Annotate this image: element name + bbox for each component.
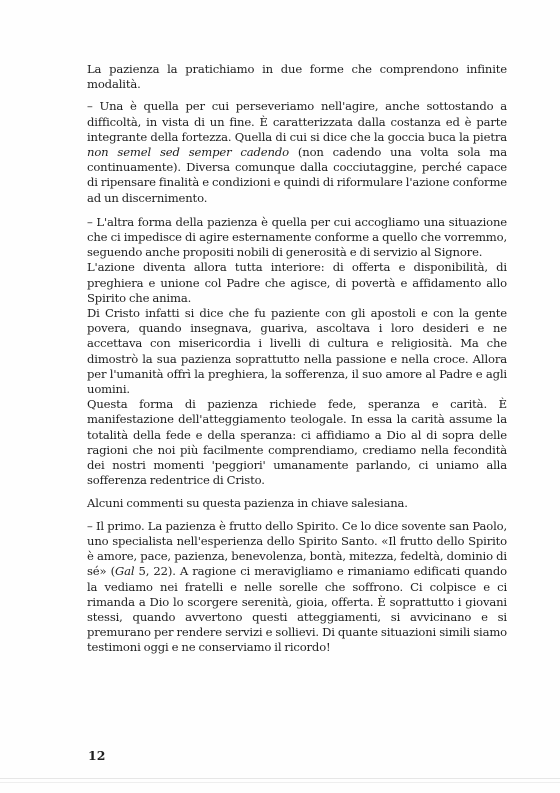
paragraph-first-form	[87, 99, 507, 205]
paragraph-christ-patience: Di Cristo infatti si dice che fu paziente con gli apostoli e con la gente povera, quando insegnava, guariva, ascoltava i loro desideri e ne accettava con misericordia i livelli di cultura e religiosità. Ma che dimostrò la sua pazienza soprattutto nella passione e nella croce. Allora per l'umanità offrì la preghiera, la sofferenza, il suo amore al Padre e agli uomini.	[87, 306, 507, 397]
paragraph-second-form: – L'altra forma della pazienza è quella per cui accogliamo una situazione che ci impedisce di agire esternamente conforme a quello che vorremmo, seguendo anche propositi nobili di generosità e di servizio al Signore.	[87, 214, 507, 260]
paragraph-intro: La pazienza la pratichiamo in due forme che comprendono infinite modalità.	[87, 62, 507, 92]
paragraph-faith-hope-charity: Questa forma di pazienza richiede fede, speranza e carità. È manifestazione dell'atteggiamento teologale. In essa la carità assume la totalità della fede e della speranza: ci affidiamo a Dio al di sopra delle ragioni che noi più facilmente comprendiamo, crediamo nella fecondità dei nostri momenti 'peggiori' umanamente parlando, ci uniamo alla sofferenza redentrice di Cristo.	[87, 397, 507, 488]
paragraph-interior-action: L'azione diventa allora tutta interiore: di offerta e disponibilità, di preghiera e unione col Padre che agisce, di povertà e affidamento allo Spirito che anima.	[87, 260, 507, 305]
paragraph-first-comment	[87, 519, 507, 656]
body-text	[87, 62, 507, 656]
page-number: 12	[88, 748, 106, 763]
paragraph-salesian-comments: Alcuni commenti su questa pazienza in chiave salesiana.	[87, 496, 408, 511]
citation-gal: Gal	[114, 564, 135, 579]
latin-phrase: non semel sed semper cadendo	[87, 145, 289, 160]
first-form-text: – Una è quella per cui perseveriamo nell'agire, anche sottostando a difficoltà, in vista di un fine. È caratterizzata dalla costanza ed è parte integrante della fortezza. Quella di cui si dice che la goccia buca la pietra	[87, 99, 507, 144]
page-edge-divider	[0, 778, 560, 783]
first-comment-tail: 5, 22). A ragione ci meravigliamo e rimaniamo edificati quando la vediamo nei fratelli e nelle sorelle che soffrono. Ci colpisce e ci rimanda a Dio lo scorgere serenità, gioia, offerta. È soprattutto i giovani stessi, quando avvertono questi atteggiamenti, si avvicinano e si premurano per rendere servizi e sollievi. Di quante situazioni simili siamo testimoni oggi e ne conserviamo il ricordo!	[87, 564, 507, 655]
first-comment-text: – Il primo. La pazienza è frutto dello Spirito. Ce lo dice sovente san Paolo, uno specialista nell'esperienza dello Spirito Santo. «Il frutto dello Spirito è amore, pace, pazienza, benevolenza, bontà, mitezza, fedeltà, dominio di sé» (	[87, 518, 507, 579]
first-form-tail: (non cadendo una volta sola ma continuamente). Diversa comunque dalla cocciutaggine, perché capace di ripensare finalità e condizioni e quindi di riformulare l'azione conforme ad un discernimento.	[87, 145, 507, 205]
